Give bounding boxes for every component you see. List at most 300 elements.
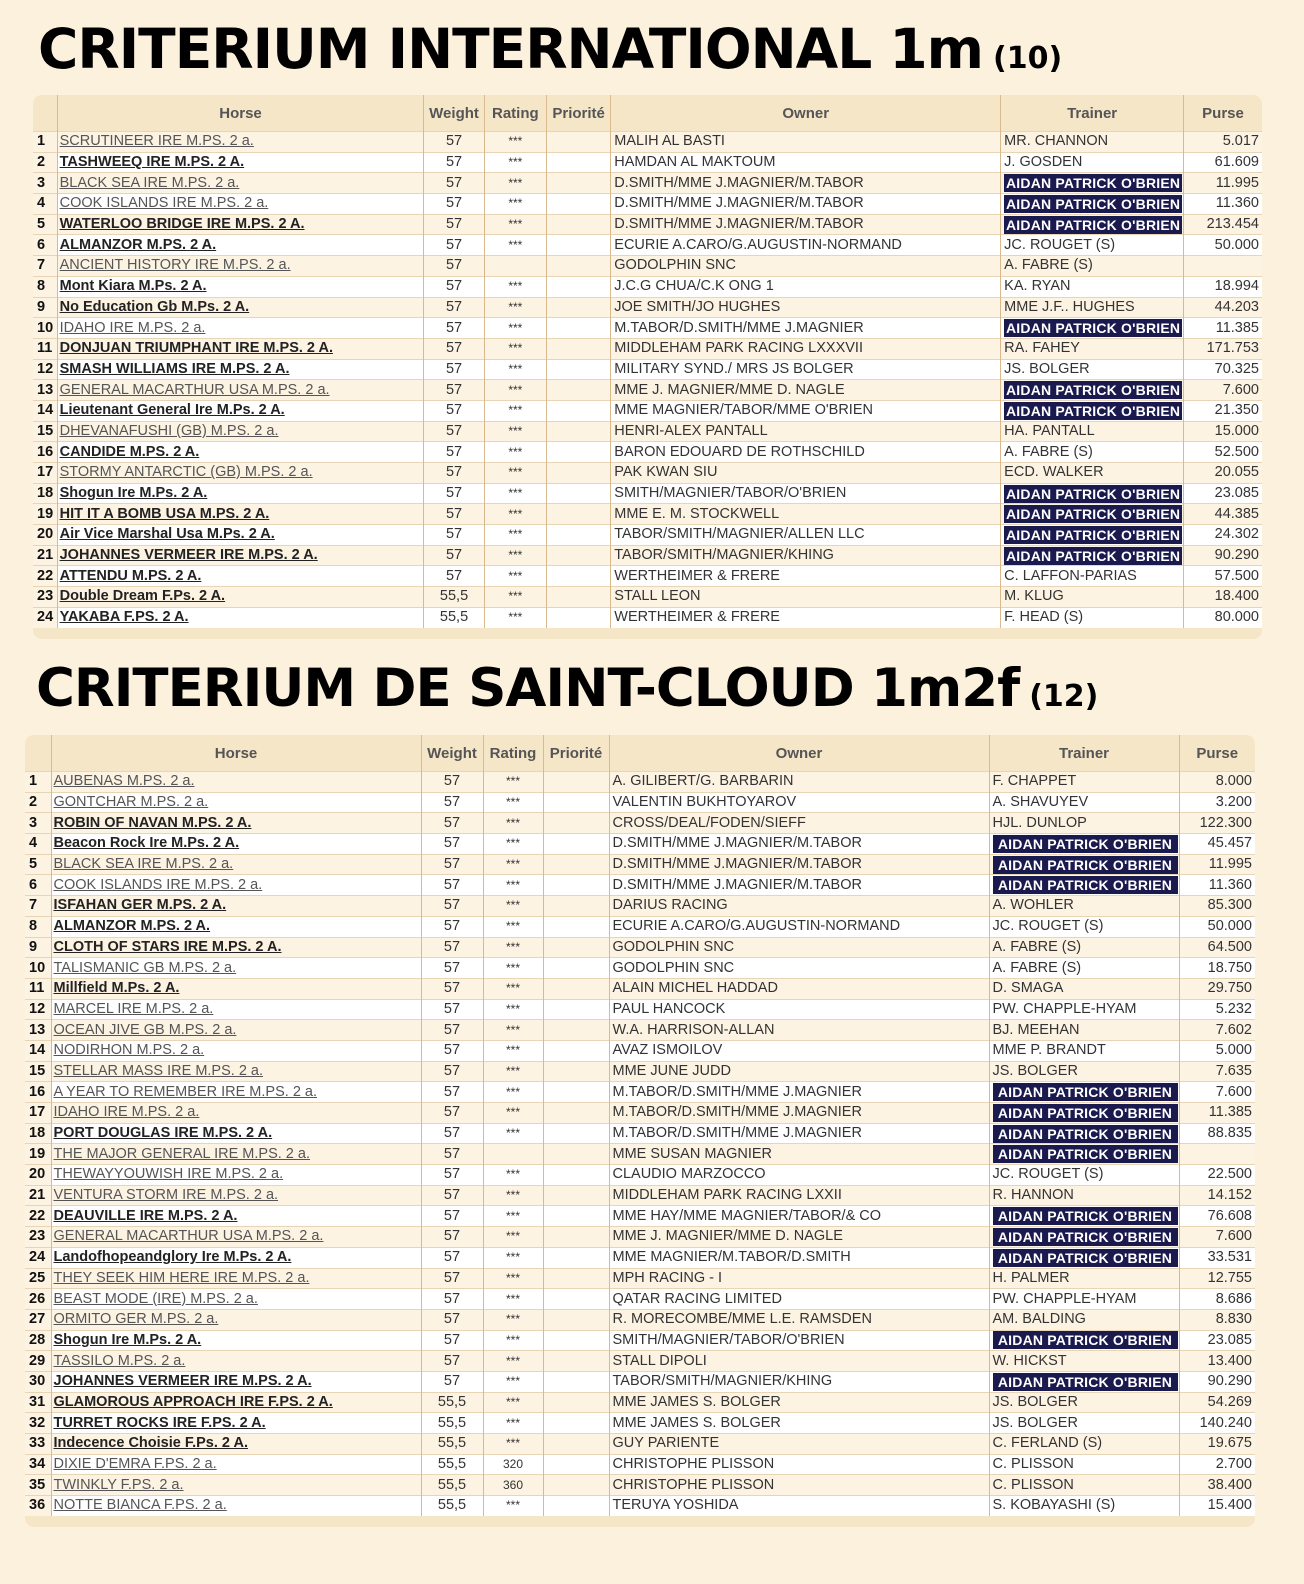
purse-cell: 7.635 xyxy=(1179,1061,1255,1082)
column-header-purse[interactable]: Purse xyxy=(1179,735,1255,772)
owner-cell: CLAUDIO MARZOCCO xyxy=(609,1165,989,1186)
row-number: 11 xyxy=(25,978,51,999)
owner-cell: TERUYA YOSHIDA xyxy=(609,1496,989,1516)
priorite-cell xyxy=(543,1434,609,1455)
table-row xyxy=(25,1413,1255,1434)
column-header-trainer[interactable]: Trainer xyxy=(1001,95,1184,132)
weight-cell: 57 xyxy=(421,772,483,793)
owner-cell: DARIUS RACING xyxy=(609,896,989,917)
trainer-cell: MME J.F.. HUGHES xyxy=(1001,297,1184,318)
row-number: 8 xyxy=(25,916,51,937)
horse-link[interactable]: GLAMOROUS APPROACH IRE F.PS. 2 A. xyxy=(51,1392,421,1413)
priorite-cell xyxy=(543,1475,609,1496)
purse-cell: 20.055 xyxy=(1184,463,1262,484)
table-row xyxy=(33,297,1262,318)
table-row xyxy=(25,1082,1255,1103)
row-number: 29 xyxy=(25,1351,51,1372)
purse-cell: 5.232 xyxy=(1179,999,1255,1020)
trainer-cell: PW. CHAPPLE-HYAM xyxy=(989,999,1179,1020)
weight-cell: 57 xyxy=(424,421,484,442)
table-row xyxy=(25,1020,1255,1041)
horse-link[interactable]: NOTTE BIANCA F.PS. 2 a. xyxy=(51,1496,421,1516)
horse-link[interactable]: Double Dream F.Ps. 2 A. xyxy=(57,587,424,608)
weight-cell: 57 xyxy=(421,916,483,937)
owner-cell: D.SMITH/MME J.MAGNIER/M.TABOR xyxy=(609,854,989,875)
rating-cell: *** xyxy=(484,483,546,504)
trainer-cell xyxy=(1001,400,1184,421)
table-row xyxy=(33,173,1262,194)
row-number: 12 xyxy=(25,999,51,1020)
purse-cell: 7.600 xyxy=(1179,1227,1255,1248)
table-row xyxy=(25,1103,1255,1124)
weight-cell: 57 xyxy=(424,338,484,359)
trainer-highlight: AIDAN PATRICK O'BRIEN xyxy=(993,1145,1178,1163)
table-row xyxy=(25,1061,1255,1082)
priorite-cell xyxy=(543,1247,609,1268)
row-number: 23 xyxy=(33,587,57,608)
rating-cell: *** xyxy=(484,463,546,484)
column-header-priorite[interactable]: Priorité xyxy=(546,95,610,132)
priorite-cell xyxy=(543,1371,609,1392)
horse-link[interactable]: MARCEL IRE M.PS. 2 a. xyxy=(51,999,421,1020)
horse-link[interactable]: Landofhopeandglory Ire M.Ps. 2 A. xyxy=(51,1247,421,1268)
rating-cell xyxy=(484,256,546,277)
purse-cell: 23.085 xyxy=(1184,483,1262,504)
horse-link[interactable]: GENERAL MACARTHUR USA M.PS. 2 a. xyxy=(57,380,424,401)
trainer-highlight: AIDAN PATRICK O'BRIEN xyxy=(1006,526,1181,543)
column-header-horse[interactable]: Horse xyxy=(51,735,421,772)
race-table-2 xyxy=(25,735,1255,1516)
table-row xyxy=(25,1392,1255,1413)
priorite-cell xyxy=(543,1103,609,1124)
horse-link[interactable]: PORT DOUGLAS IRE M.PS. 2 A. xyxy=(51,1123,421,1144)
rating-cell: *** xyxy=(483,1496,543,1516)
horse-link[interactable]: TASHWEEQ IRE M.PS. 2 A. xyxy=(57,152,424,173)
owner-cell: MME MAGNIER/TABOR/MME O'BRIEN xyxy=(611,400,1001,421)
trainer-highlight: AIDAN PATRICK O'BRIEN xyxy=(1006,382,1181,399)
table-row xyxy=(33,318,1262,339)
trainer-cell: JS. BOLGER xyxy=(989,1392,1179,1413)
horse-link[interactable]: THE MAJOR GENERAL IRE M.PS. 2 a. xyxy=(51,1144,421,1165)
owner-cell: SMITH/MAGNIER/TABOR/O'BRIEN xyxy=(609,1330,989,1351)
owner-cell: CHRISTOPHE PLISSON xyxy=(609,1454,989,1475)
purse-cell: 8.000 xyxy=(1179,772,1255,793)
row-number: 20 xyxy=(33,525,57,546)
horse-link[interactable]: ROBIN OF NAVAN M.PS. 2 A. xyxy=(51,813,421,834)
trainer-cell xyxy=(989,1247,1179,1268)
owner-cell: HENRI-ALEX PANTALL xyxy=(611,421,1001,442)
trainer-cell: A. SHAVUYEV xyxy=(989,792,1179,813)
table-row xyxy=(33,132,1262,153)
rating-cell: *** xyxy=(484,132,546,153)
table-row xyxy=(33,463,1262,484)
table-row xyxy=(25,1454,1255,1475)
horse-link[interactable]: IDAHO IRE M.PS. 2 a. xyxy=(51,1103,421,1124)
row-number: 15 xyxy=(33,421,57,442)
race-title-1 xyxy=(38,17,1063,81)
row-number: 27 xyxy=(25,1309,51,1330)
weight-cell: 55,5 xyxy=(424,607,484,627)
weight-cell: 57 xyxy=(424,276,484,297)
horse-link[interactable]: DEAUVILLE IRE M.PS. 2 A. xyxy=(51,1206,421,1227)
trainer-cell: C. PLISSON xyxy=(989,1475,1179,1496)
column-header-purse[interactable]: Purse xyxy=(1184,95,1262,132)
rating-cell: *** xyxy=(483,875,543,896)
column-header-weight[interactable]: Weight xyxy=(421,735,483,772)
horse-link[interactable]: BEAST MODE (IRE) M.PS. 2 a. xyxy=(51,1289,421,1310)
table-row xyxy=(25,772,1255,793)
table-row xyxy=(33,380,1262,401)
trainer-cell xyxy=(989,1330,1179,1351)
rating-cell xyxy=(483,1144,543,1165)
priorite-cell xyxy=(543,1268,609,1289)
horse-link[interactable]: Mont Kiara M.Ps. 2 A. xyxy=(57,276,424,297)
horse-link[interactable]: ALMANZOR M.PS. 2 A. xyxy=(51,916,421,937)
column-header-horse[interactable]: Horse xyxy=(57,95,424,132)
horse-link[interactable]: Millfield M.Ps. 2 A. xyxy=(51,978,421,999)
horse-link[interactable]: ISFAHAN GER M.PS. 2 A. xyxy=(51,896,421,917)
trainer-cell: A. FABRE (S) xyxy=(989,958,1179,979)
horse-link[interactable]: THEY SEEK HIM HERE IRE M.PS. 2 a. xyxy=(51,1268,421,1289)
weight-cell: 57 xyxy=(424,504,484,525)
trainer-cell xyxy=(1001,173,1184,194)
race-name: CRITERIUM INTERNATIONAL 1m xyxy=(38,17,983,81)
table-row xyxy=(33,545,1262,566)
horse-link[interactable]: YAKABA F.PS. 2 A. xyxy=(57,607,424,627)
trainer-cell: C. FERLAND (S) xyxy=(989,1434,1179,1455)
race-name: CRITERIUM DE SAINT-CLOUD 1m2f xyxy=(36,658,1020,719)
owner-cell: WERTHEIMER & FRERE xyxy=(611,566,1001,587)
row-number: 32 xyxy=(25,1413,51,1434)
horse-link[interactable]: HIT IT A BOMB USA M.PS. 2 A. xyxy=(57,504,424,525)
weight-cell: 57 xyxy=(421,958,483,979)
table-row xyxy=(25,1040,1255,1061)
trainer-cell xyxy=(989,1206,1179,1227)
purse-cell xyxy=(1179,1144,1255,1165)
horse-link[interactable]: STELLAR MASS IRE M.PS. 2 a. xyxy=(51,1061,421,1082)
column-header-priorite[interactable]: Priorité xyxy=(543,735,609,772)
priorite-cell xyxy=(546,194,610,215)
rating-cell: *** xyxy=(483,813,543,834)
row-number: 18 xyxy=(33,483,57,504)
owner-cell: PAUL HANCOCK xyxy=(609,999,989,1020)
weight-cell: 57 xyxy=(421,1247,483,1268)
row-number: 28 xyxy=(25,1330,51,1351)
weight-cell: 57 xyxy=(421,875,483,896)
trainer-cell: JS. BOLGER xyxy=(1001,359,1184,380)
horse-link[interactable]: AUBENAS M.PS. 2 a. xyxy=(51,772,421,793)
rating-cell: *** xyxy=(483,1020,543,1041)
trainer-cell: RA. FAHEY xyxy=(1001,338,1184,359)
priorite-cell xyxy=(543,1413,609,1434)
row-number: 5 xyxy=(33,214,57,235)
owner-cell: D.SMITH/MME J.MAGNIER/M.TABOR xyxy=(609,875,989,896)
horse-link[interactable]: IDAHO IRE M.PS. 2 a. xyxy=(57,318,424,339)
rating-cell: *** xyxy=(483,1061,543,1082)
horse-link[interactable]: WATERLOO BRIDGE IRE M.PS. 2 A. xyxy=(57,214,424,235)
horse-link[interactable]: Shogun Ire M.Ps. 2 A. xyxy=(51,1330,421,1351)
horse-link[interactable]: THEWAYYOUWISH IRE M.PS. 2 a. xyxy=(51,1165,421,1186)
table-row xyxy=(25,1144,1255,1165)
horse-link[interactable]: SCRUTINEER IRE M.PS. 2 a. xyxy=(57,132,424,153)
table-row xyxy=(25,875,1255,896)
trainer-cell: D. SMAGA xyxy=(989,978,1179,999)
table-row xyxy=(33,504,1262,525)
horse-link[interactable]: OCEAN JIVE GB M.PS. 2 a. xyxy=(51,1020,421,1041)
table-row xyxy=(33,587,1262,608)
weight-cell: 57 xyxy=(424,463,484,484)
rating-cell: *** xyxy=(484,587,546,608)
table-row xyxy=(25,1227,1255,1248)
row-number: 4 xyxy=(25,834,51,855)
horse-link[interactable]: ALMANZOR M.PS. 2 A. xyxy=(57,235,424,256)
trainer-highlight: AIDAN PATRICK O'BRIEN xyxy=(1006,320,1181,337)
priorite-cell xyxy=(543,1330,609,1351)
weight-cell: 57 xyxy=(421,834,483,855)
table-header-row xyxy=(25,735,1255,772)
trainer-cell: A. FABRE (S) xyxy=(1001,442,1184,463)
priorite-cell xyxy=(543,937,609,958)
horse-link[interactable]: No Education Gb M.Ps. 2 A. xyxy=(57,297,424,318)
column-header-weight[interactable]: Weight xyxy=(424,95,484,132)
priorite-cell xyxy=(546,587,610,608)
purse-cell: 19.675 xyxy=(1179,1434,1255,1455)
horse-link[interactable]: TWINKLY F.PS. 2 a. xyxy=(51,1475,421,1496)
row-number: 1 xyxy=(33,132,57,153)
weight-cell: 57 xyxy=(421,978,483,999)
horse-link[interactable]: TALISMANIC GB M.PS. 2 a. xyxy=(51,958,421,979)
trainer-cell xyxy=(989,1371,1179,1392)
row-number: 11 xyxy=(33,338,57,359)
weight-cell: 57 xyxy=(421,813,483,834)
weight-cell: 57 xyxy=(421,1289,483,1310)
rating-cell: *** xyxy=(483,1289,543,1310)
horse-link[interactable]: ORMITO GER M.PS. 2 a. xyxy=(51,1309,421,1330)
owner-cell: QATAR RACING LIMITED xyxy=(609,1289,989,1310)
horse-link[interactable]: Indecence Choisie F.Ps. 2 A. xyxy=(51,1434,421,1455)
rating-cell: *** xyxy=(484,566,546,587)
purse-cell: 11.385 xyxy=(1179,1103,1255,1124)
race-table-1 xyxy=(33,95,1262,628)
weight-cell: 57 xyxy=(421,1206,483,1227)
row-number: 23 xyxy=(25,1227,51,1248)
table-row xyxy=(25,1123,1255,1144)
priorite-cell xyxy=(546,132,610,153)
purse-cell: 11.385 xyxy=(1184,318,1262,339)
trainer-cell: BJ. MEEHAN xyxy=(989,1020,1179,1041)
table-row xyxy=(25,854,1255,875)
owner-cell: MME J. MAGNIER/MME D. NAGLE xyxy=(611,380,1001,401)
rating-cell: *** xyxy=(484,194,546,215)
table-row xyxy=(33,214,1262,235)
row-number: 19 xyxy=(25,1144,51,1165)
weight-cell: 57 xyxy=(424,297,484,318)
rating-cell: *** xyxy=(483,1413,543,1434)
column-header-owner[interactable]: Owner xyxy=(609,735,989,772)
horse-link[interactable]: DIXIE D'EMRA F.PS. 2 a. xyxy=(51,1454,421,1475)
purse-cell: 15.400 xyxy=(1179,1496,1255,1516)
owner-cell: GUY PARIENTE xyxy=(609,1434,989,1455)
weight-cell: 57 xyxy=(421,1351,483,1372)
trainer-cell: M. KLUG xyxy=(1001,587,1184,608)
weight-cell: 57 xyxy=(424,545,484,566)
horse-link[interactable]: NODIRHON M.PS. 2 a. xyxy=(51,1040,421,1061)
purse-cell: 171.753 xyxy=(1184,338,1262,359)
row-number: 3 xyxy=(25,813,51,834)
rating-cell: *** xyxy=(483,1103,543,1124)
rating-cell: *** xyxy=(483,1268,543,1289)
horse-link[interactable]: CANDIDE M.PS. 2 A. xyxy=(57,442,424,463)
table-row xyxy=(33,483,1262,504)
column-header-rating[interactable]: Rating xyxy=(484,95,546,132)
table-row xyxy=(25,1475,1255,1496)
horse-link[interactable]: GONTCHAR M.PS. 2 a. xyxy=(51,792,421,813)
horse-link[interactable]: CLOTH OF STARS IRE M.PS. 2 A. xyxy=(51,937,421,958)
rating-cell: *** xyxy=(483,958,543,979)
table-row xyxy=(33,525,1262,546)
weight-cell: 57 xyxy=(421,1185,483,1206)
weight-cell: 57 xyxy=(424,318,484,339)
purse-cell: 23.085 xyxy=(1179,1330,1255,1351)
owner-cell: ECURIE A.CARO/G.AUGUSTIN-NORMAND xyxy=(611,235,1001,256)
horse-link[interactable]: Air Vice Marshal Usa M.Ps. 2 A. xyxy=(57,525,424,546)
trainer-highlight: AIDAN PATRICK O'BRIEN xyxy=(993,1083,1178,1101)
owner-cell: TABOR/SMITH/MAGNIER/KHING xyxy=(611,545,1001,566)
row-number: 17 xyxy=(25,1103,51,1124)
horse-link[interactable]: TURRET ROCKS IRE F.PS. 2 A. xyxy=(51,1413,421,1434)
weight-cell: 57 xyxy=(421,792,483,813)
weight-cell: 57 xyxy=(421,1371,483,1392)
trainer-highlight: AIDAN PATRICK O'BRIEN xyxy=(993,1228,1178,1246)
rating-cell: *** xyxy=(484,173,546,194)
purse-cell: 44.203 xyxy=(1184,297,1262,318)
row-number: 1 xyxy=(25,772,51,793)
weight-cell: 57 xyxy=(421,1268,483,1289)
column-header-owner[interactable]: Owner xyxy=(611,95,1001,132)
trainer-highlight: AIDAN PATRICK O'BRIEN xyxy=(993,856,1178,874)
priorite-cell xyxy=(543,1061,609,1082)
priorite-cell xyxy=(543,1392,609,1413)
column-header-rating[interactable]: Rating xyxy=(483,735,543,772)
weight-cell: 57 xyxy=(421,1309,483,1330)
priorite-cell xyxy=(543,792,609,813)
priorite-cell xyxy=(546,256,610,277)
horse-link[interactable]: BLACK SEA IRE M.PS. 2 a. xyxy=(57,173,424,194)
purse-cell xyxy=(1184,256,1262,277)
horse-link[interactable]: JOHANNES VERMEER IRE M.PS. 2 A. xyxy=(57,545,424,566)
horse-link[interactable]: ANCIENT HISTORY IRE M.PS. 2 a. xyxy=(57,256,424,277)
horse-link[interactable]: SMASH WILLIAMS IRE M.PS. 2 A. xyxy=(57,359,424,380)
horse-link[interactable]: COOK ISLANDS IRE M.PS. 2 a. xyxy=(57,194,424,215)
priorite-cell xyxy=(546,504,610,525)
owner-cell: BARON EDOUARD DE ROTHSCHILD xyxy=(611,442,1001,463)
horse-link[interactable]: GENERAL MACARTHUR USA M.PS. 2 a. xyxy=(51,1227,421,1248)
trainer-highlight: AIDAN PATRICK O'BRIEN xyxy=(993,835,1178,853)
weight-cell: 57 xyxy=(424,380,484,401)
trainer-cell xyxy=(989,1227,1179,1248)
priorite-cell xyxy=(546,318,610,339)
row-number: 9 xyxy=(25,937,51,958)
purse-cell: 21.350 xyxy=(1184,400,1262,421)
purse-cell: 85.300 xyxy=(1179,896,1255,917)
weight-cell: 57 xyxy=(421,999,483,1020)
horse-link[interactable]: A YEAR TO REMEMBER IRE M.PS. 2 a. xyxy=(51,1082,421,1103)
trainer-cell xyxy=(989,1123,1179,1144)
row-number: 9 xyxy=(33,297,57,318)
owner-cell: CROSS/DEAL/FODEN/SIEFF xyxy=(609,813,989,834)
purse-cell: 90.290 xyxy=(1184,545,1262,566)
rating-cell: *** xyxy=(483,1309,543,1330)
row-number: 7 xyxy=(25,896,51,917)
horse-link[interactable]: Shogun Ire M.Ps. 2 A. xyxy=(57,483,424,504)
priorite-cell xyxy=(543,1040,609,1061)
table-row xyxy=(25,792,1255,813)
rating-cell: *** xyxy=(483,1123,543,1144)
purse-cell: 33.531 xyxy=(1179,1247,1255,1268)
race-table-container-1 xyxy=(33,95,1262,639)
trainer-cell: MR. CHANNON xyxy=(1001,132,1184,153)
priorite-cell xyxy=(546,338,610,359)
priorite-cell xyxy=(543,1496,609,1516)
purse-cell: 61.609 xyxy=(1184,152,1262,173)
row-number: 16 xyxy=(33,442,57,463)
horse-link[interactable]: Lieutenant General Ire M.Ps. 2 A. xyxy=(57,400,424,421)
owner-cell: JOE SMITH/JO HUGHES xyxy=(611,297,1001,318)
purse-cell: 76.608 xyxy=(1179,1206,1255,1227)
priorite-cell xyxy=(543,978,609,999)
owner-cell: M.TABOR/D.SMITH/MME J.MAGNIER xyxy=(611,318,1001,339)
priorite-cell xyxy=(543,772,609,793)
owner-cell: GODOLPHIN SNC xyxy=(609,937,989,958)
purse-cell: 8.686 xyxy=(1179,1289,1255,1310)
row-number: 36 xyxy=(25,1496,51,1516)
purse-cell: 11.360 xyxy=(1184,194,1262,215)
horse-link[interactable]: Beacon Rock Ire M.Ps. 2 A. xyxy=(51,834,421,855)
priorite-cell xyxy=(543,834,609,855)
owner-cell: A. GILIBERT/G. BARBARIN xyxy=(609,772,989,793)
horse-link[interactable]: COOK ISLANDS IRE M.PS. 2 a. xyxy=(51,875,421,896)
purse-cell: 50.000 xyxy=(1184,235,1262,256)
row-number: 25 xyxy=(25,1268,51,1289)
horse-link[interactable]: VENTURA STORM IRE M.PS. 2 a. xyxy=(51,1185,421,1206)
priorite-cell xyxy=(546,359,610,380)
trainer-cell: MME P. BRANDT xyxy=(989,1040,1179,1061)
owner-cell: R. MORECOMBE/MME L.E. RAMSDEN xyxy=(609,1309,989,1330)
horse-link[interactable]: ATTENDU M.PS. 2 A. xyxy=(57,566,424,587)
owner-cell: SMITH/MAGNIER/TABOR/O'BRIEN xyxy=(611,483,1001,504)
horse-link[interactable]: DHEVANAFUSHI (GB) M.PS. 2 a. xyxy=(57,421,424,442)
column-header-trainer[interactable]: Trainer xyxy=(989,735,1179,772)
rating-cell: *** xyxy=(484,545,546,566)
weight-cell: 57 xyxy=(421,1144,483,1165)
row-number: 19 xyxy=(33,504,57,525)
purse-cell: 90.290 xyxy=(1179,1371,1255,1392)
owner-cell: WERTHEIMER & FRERE xyxy=(611,607,1001,627)
row-number: 3 xyxy=(33,173,57,194)
rating-cell: *** xyxy=(483,937,543,958)
owner-cell: MIDDLEHAM PARK RACING LXXII xyxy=(609,1185,989,1206)
horse-link[interactable]: BLACK SEA IRE M.PS. 2 a. xyxy=(51,854,421,875)
table-row xyxy=(25,1268,1255,1289)
horse-link[interactable]: DONJUAN TRIUMPHANT IRE M.PS. 2 A. xyxy=(57,338,424,359)
rating-cell: *** xyxy=(483,999,543,1020)
rating-cell: *** xyxy=(483,834,543,855)
owner-cell: CHRISTOPHE PLISSON xyxy=(609,1475,989,1496)
horse-link[interactable]: JOHANNES VERMEER IRE M.PS. 2 A. xyxy=(51,1371,421,1392)
horse-link[interactable]: TASSILO M.PS. 2 a. xyxy=(51,1351,421,1372)
horse-link[interactable]: STORMY ANTARCTIC (GB) M.PS. 2 a. xyxy=(57,463,424,484)
trainer-cell xyxy=(989,875,1179,896)
